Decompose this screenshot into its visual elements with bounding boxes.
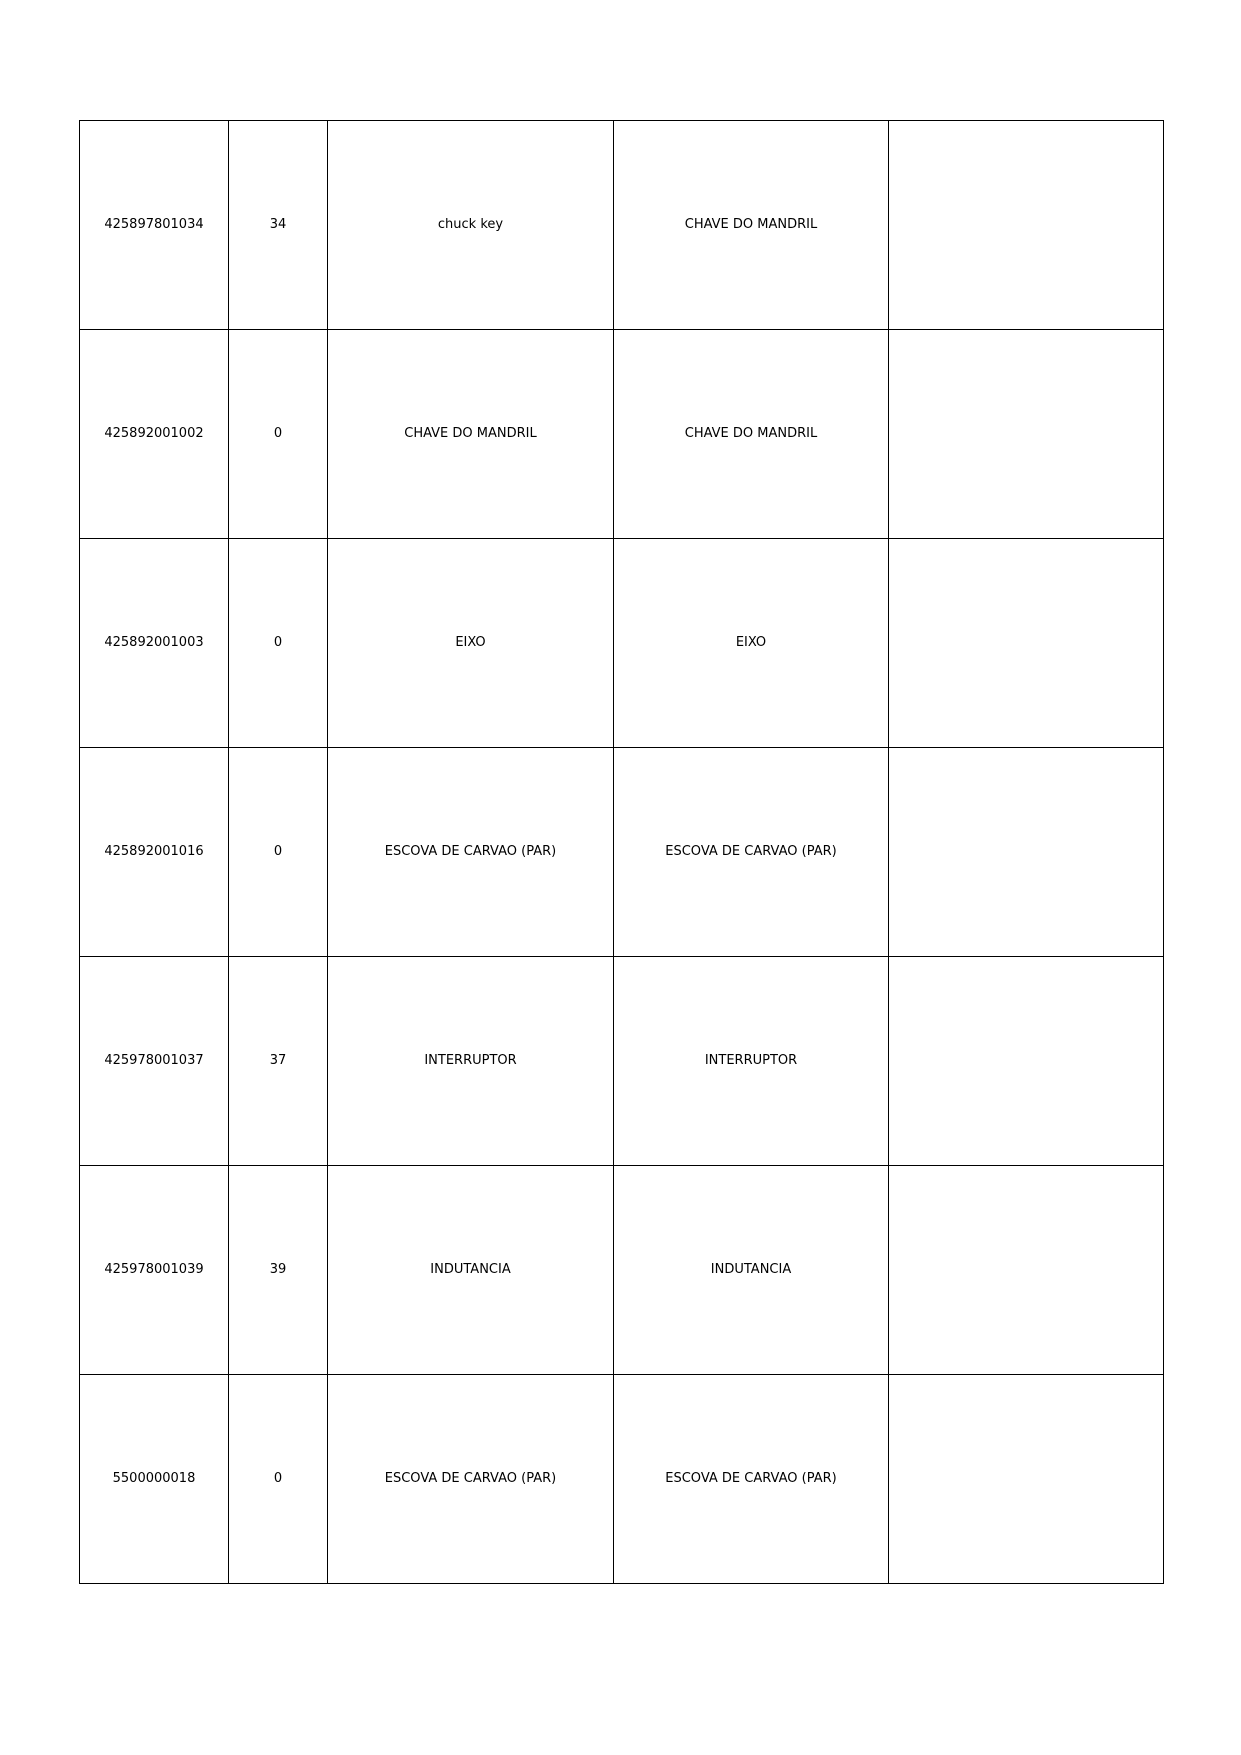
notes-cell <box>889 330 1164 539</box>
table-row <box>80 330 1164 539</box>
table-row <box>80 121 1164 330</box>
position-cell: 0 <box>229 748 328 957</box>
parts-table <box>79 120 1164 1584</box>
notes-cell <box>889 748 1164 957</box>
translated-description-cell: CHAVE DO MANDRIL <box>614 121 889 330</box>
translated-description-cell: CHAVE DO MANDRIL <box>614 330 889 539</box>
part-number-cell: 5500000018 <box>80 1375 229 1584</box>
description-cell: CHAVE DO MANDRIL <box>328 330 614 539</box>
part-number-cell: 425892001016 <box>80 748 229 957</box>
table-row <box>80 1166 1164 1375</box>
description-cell: EIXO <box>328 539 614 748</box>
table-row <box>80 539 1164 748</box>
notes-cell <box>889 1166 1164 1375</box>
description-cell: INTERRUPTOR <box>328 957 614 1166</box>
description-cell: INDUTANCIA <box>328 1166 614 1375</box>
part-number-cell: 425897801034 <box>80 121 229 330</box>
description-cell: ESCOVA DE CARVAO (PAR) <box>328 748 614 957</box>
part-number-cell: 425892001003 <box>80 539 229 748</box>
position-cell: 39 <box>229 1166 328 1375</box>
translated-description-cell: ESCOVA DE CARVAO (PAR) <box>614 1375 889 1584</box>
position-cell: 0 <box>229 539 328 748</box>
part-number-cell: 425892001002 <box>80 330 229 539</box>
notes-cell <box>889 957 1164 1166</box>
table-row <box>80 1375 1164 1584</box>
description-cell: ESCOVA DE CARVAO (PAR) <box>328 1375 614 1584</box>
description-cell: chuck key <box>328 121 614 330</box>
translated-description-cell: INDUTANCIA <box>614 1166 889 1375</box>
notes-cell <box>889 1375 1164 1584</box>
part-number-cell: 425978001037 <box>80 957 229 1166</box>
translated-description-cell: INTERRUPTOR <box>614 957 889 1166</box>
notes-cell <box>889 121 1164 330</box>
position-cell: 34 <box>229 121 328 330</box>
notes-cell <box>889 539 1164 748</box>
translated-description-cell: EIXO <box>614 539 889 748</box>
translated-description-cell: ESCOVA DE CARVAO (PAR) <box>614 748 889 957</box>
part-number-cell: 425978001039 <box>80 1166 229 1375</box>
position-cell: 0 <box>229 330 328 539</box>
position-cell: 0 <box>229 1375 328 1584</box>
position-cell: 37 <box>229 957 328 1166</box>
table-row <box>80 957 1164 1166</box>
table-row <box>80 748 1164 957</box>
